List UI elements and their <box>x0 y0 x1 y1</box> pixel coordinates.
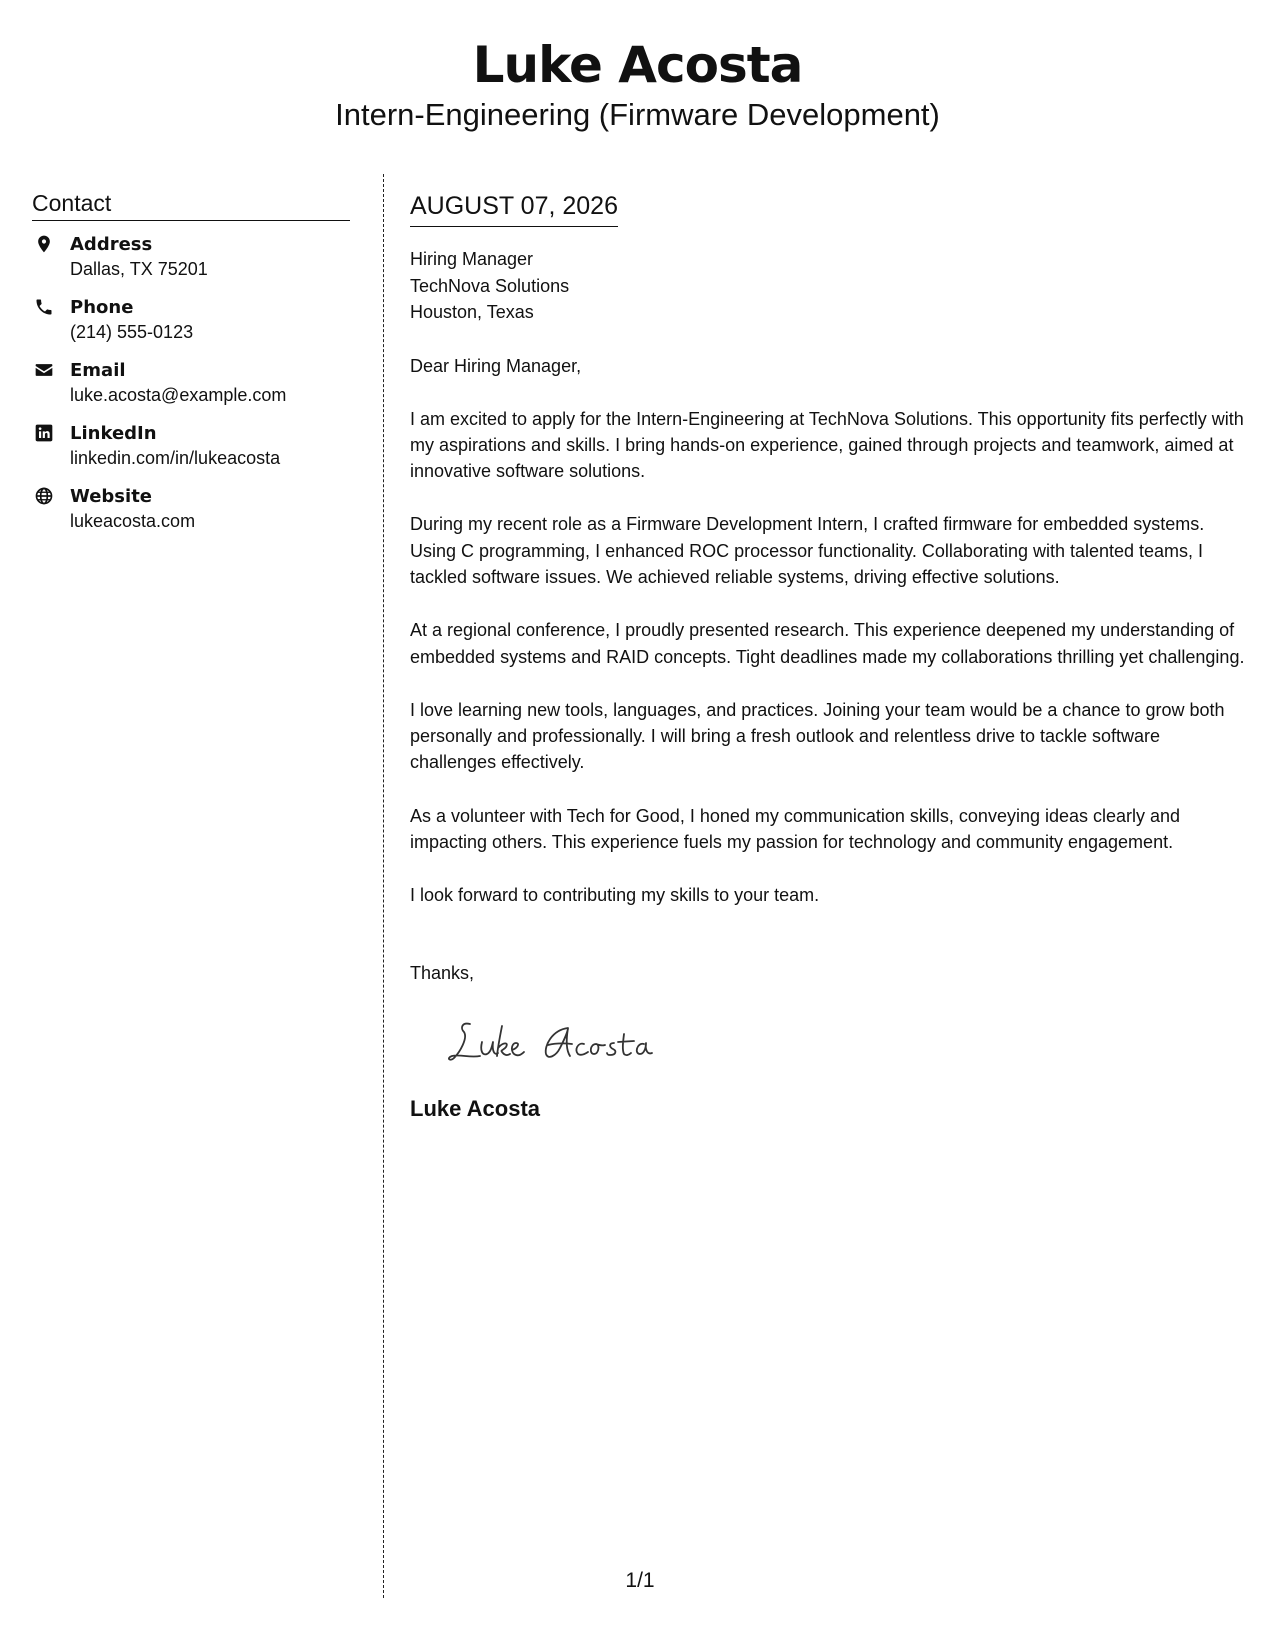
salutation: Dear Hiring Manager, <box>410 355 582 376</box>
contact-item-address <box>32 233 350 296</box>
linkedin-icon <box>34 423 54 443</box>
body-paragraph: I look forward to contributing my skills to your team. <box>410 885 820 906</box>
letter-date: AUGUST 07, 2026 <box>410 190 618 227</box>
contact-heading: Contact <box>32 188 350 221</box>
recipient-line: Houston, Texas <box>410 302 534 322</box>
contact-item-email <box>32 359 350 422</box>
closing: Thanks, <box>410 962 475 983</box>
recipient-line: Hiring Manager <box>410 249 534 269</box>
contact-item-linkedin <box>32 422 350 485</box>
body-paragraph: At a regional conference, I proudly presented research. This experience deepened my understanding of embedded systems and RAID concepts. Tight deadlines made my collaborations thrilling yet challenging. <box>410 620 1245 667</box>
recipient-line: TechNova Solutions <box>410 275 570 296</box>
contact-value: linkedin.com/in/lukeacosta <box>70 448 281 468</box>
signed-name: Luke Acosta <box>410 1095 541 1121</box>
envelope-icon <box>34 360 54 380</box>
contact-sidebar <box>32 188 350 548</box>
contact-label: Phone <box>70 297 134 318</box>
contact-value: lukeacosta.com <box>70 511 196 531</box>
handwritten-signature <box>440 1012 700 1072</box>
contact-label: Website <box>70 486 153 507</box>
contact-value: luke.acosta@example.com <box>70 385 287 405</box>
contact-value: (214) 555-0123 <box>70 322 194 342</box>
contact-value: Dallas, TX 75201 <box>70 259 208 279</box>
contact-list <box>32 233 350 548</box>
phone-icon <box>34 297 54 317</box>
body-paragraph: As a volunteer with Tech for Good, I honed my communication skills, conveying ideas clearly and impacting others. This experience fuels my passion for technology and community engagement. <box>410 805 1181 853</box>
contact-label: LinkedIn <box>70 423 157 444</box>
body-paragraph: I am excited to apply for the Intern-Engineering at TechNova Solutions. This opportunity fits perfectly with my aspirations and skills. I bring hands-on experience, gained through projects and teamwork, aimed at innovative software solutions. <box>410 408 1244 482</box>
recipient-block <box>410 246 1250 326</box>
letter-header <box>0 34 1275 134</box>
letter-body <box>410 190 1250 1123</box>
body-paragraph: During my recent role as a Firmware Development Intern, I crafted firmware for embedded systems. Using C programming, I enhanced ROC processor functionality. Collaborating with talented teams, I tackled software issues. We achieved reliable systems, driving effective solutions. <box>410 514 1205 587</box>
contact-item-website <box>32 485 350 548</box>
body-paragraph: I love learning new tools, languages, and practices. Joining your team would be a chance to grow both personally and professionally. I will bring a fresh outlook and relentless drive to tackle software challenges effectively. <box>410 699 1225 773</box>
contact-label: Address <box>70 234 153 255</box>
map-pin-icon <box>34 234 54 254</box>
applicant-name: Luke Acosta <box>472 36 803 94</box>
applicant-role: Intern-Engineering (Firmware Development) <box>335 97 940 132</box>
contact-item-phone <box>32 296 350 359</box>
page-number: 1/1 <box>625 1569 655 1592</box>
contact-label: Email <box>70 360 126 381</box>
column-divider <box>383 174 384 1598</box>
globe-icon <box>34 486 54 506</box>
